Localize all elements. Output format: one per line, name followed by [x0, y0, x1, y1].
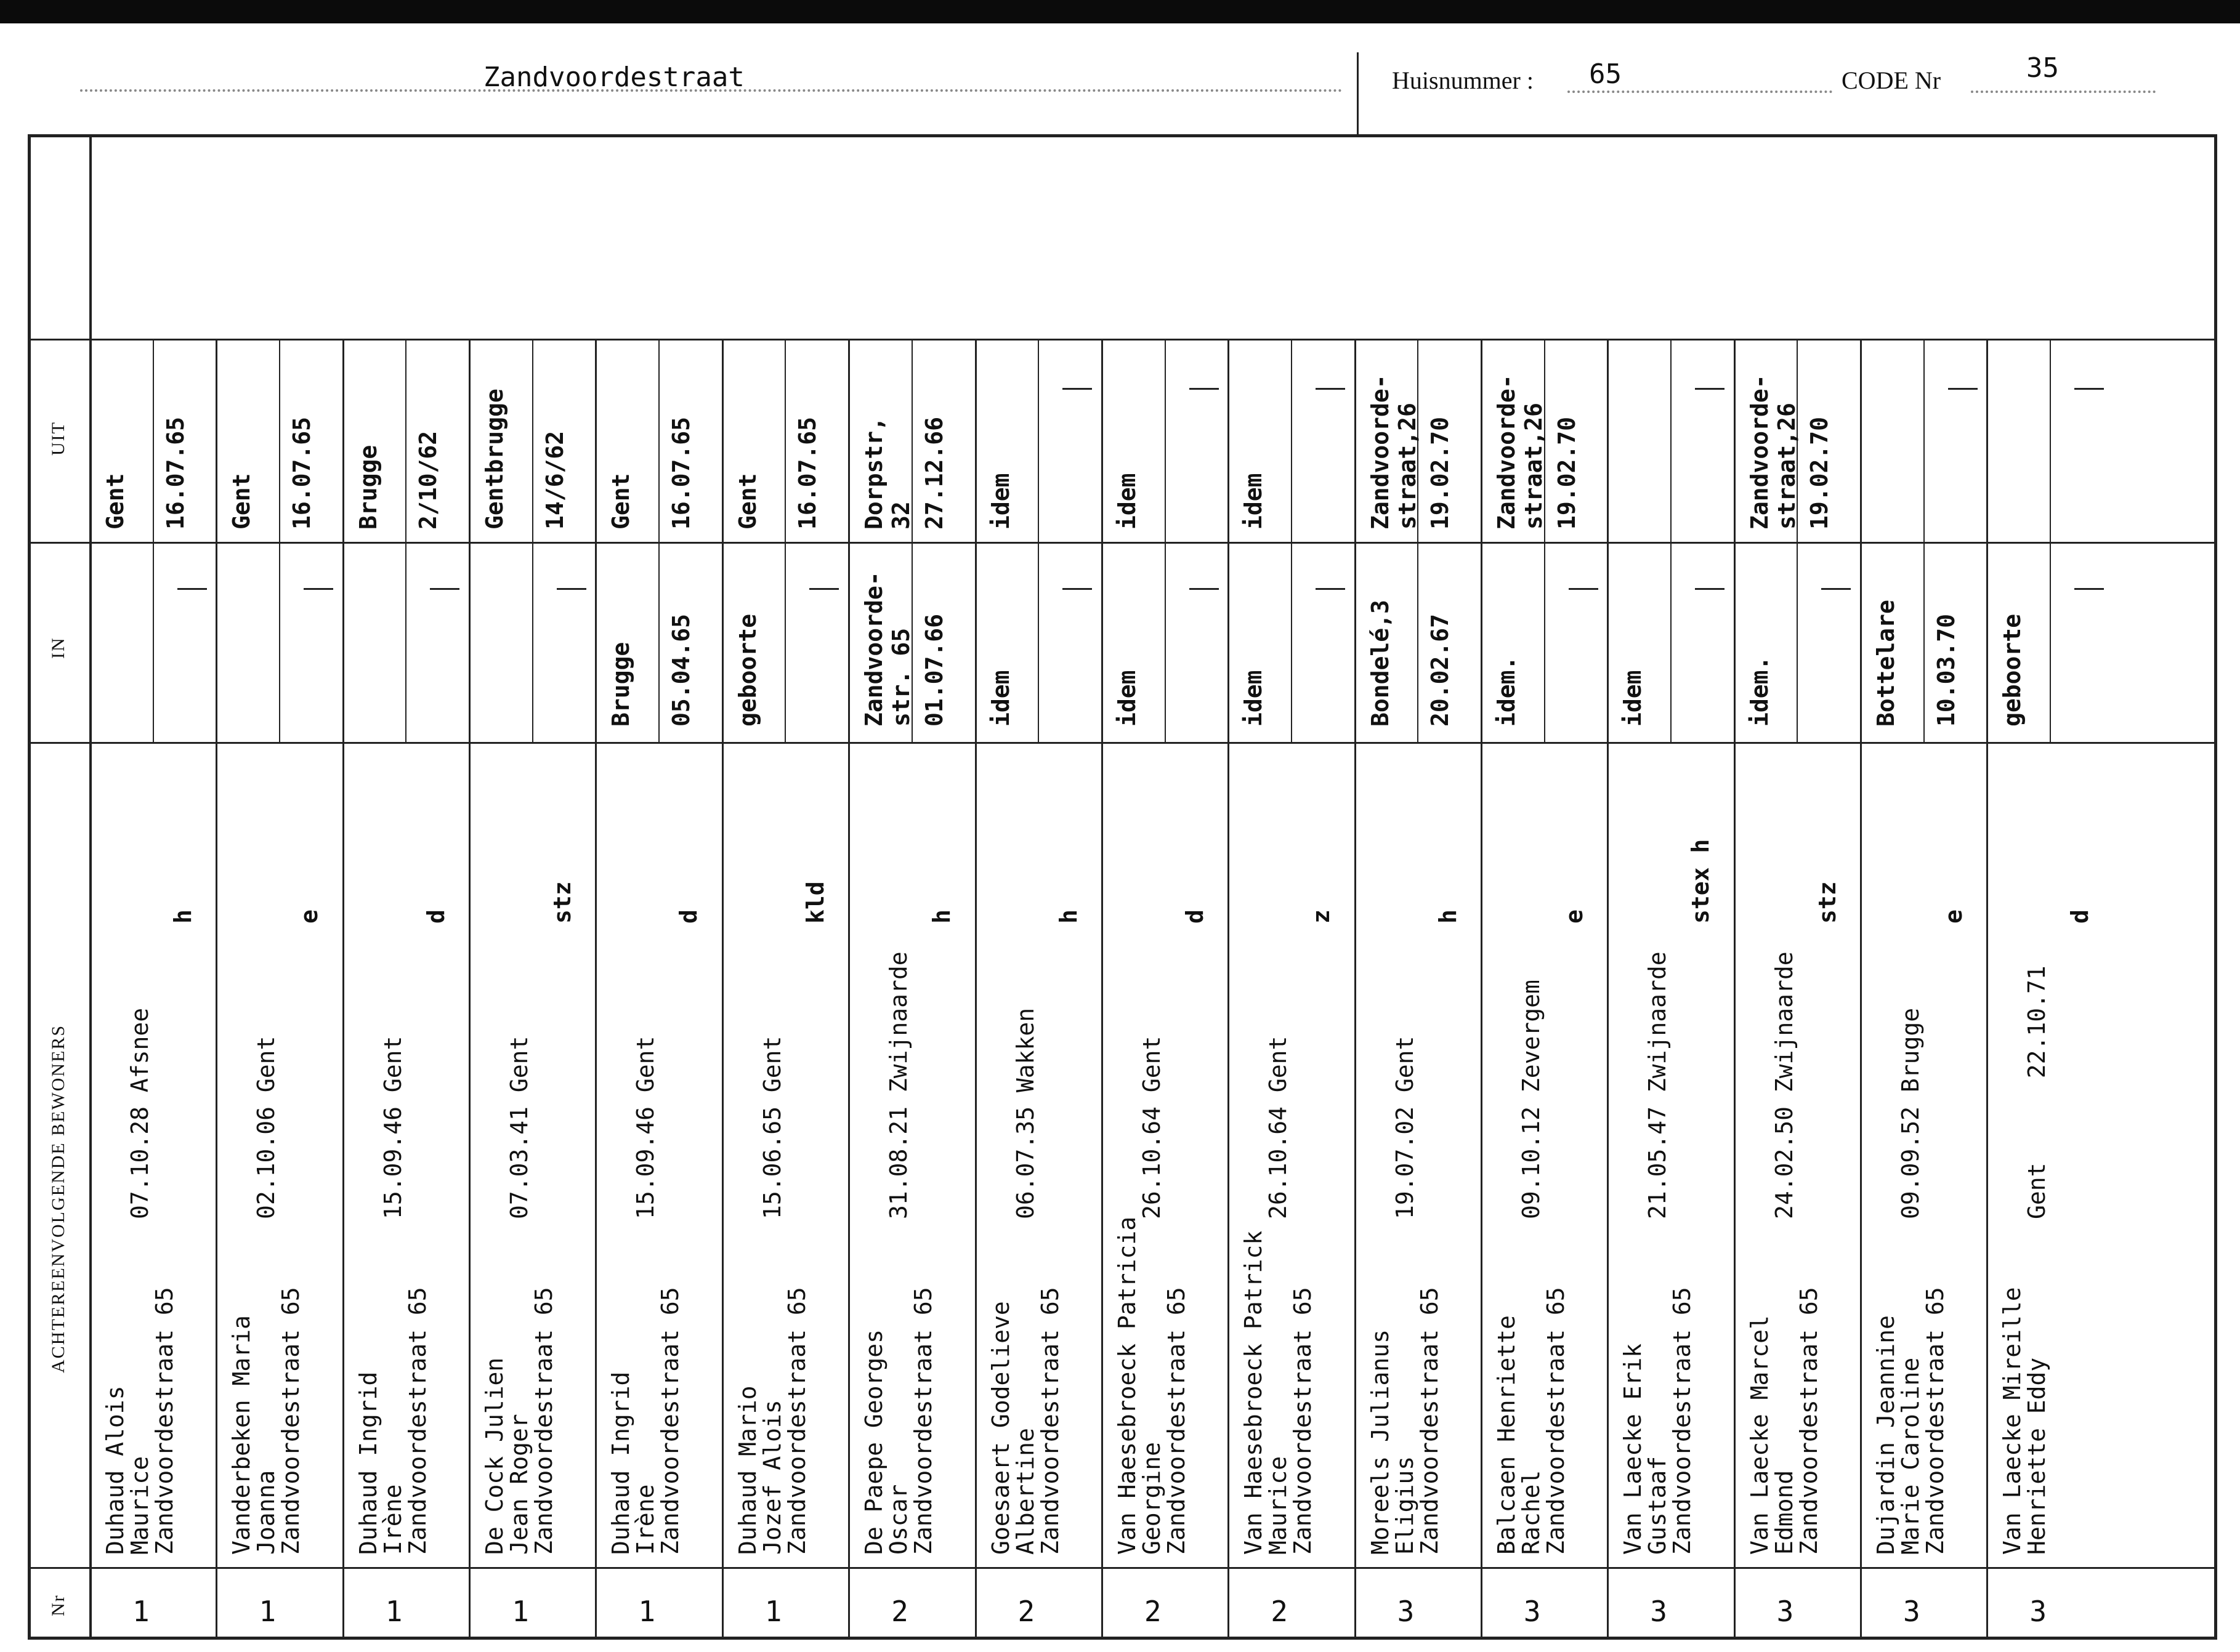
in-sub-separator: [532, 542, 533, 742]
resident-relation: stex h: [1687, 839, 1715, 924]
resident-address: Zandvoordestraat 65: [530, 1287, 558, 1555]
column-separator: [1860, 339, 1862, 1637]
column-separator: [469, 339, 471, 1637]
row-line-out-top-hdr: [28, 339, 89, 340]
resident-name: Van Laecke Marcel: [1745, 1315, 1773, 1555]
column-separator: [1986, 339, 1988, 1637]
resident-address: Zandvoordestraat 65: [910, 1287, 937, 1555]
row-number: 1: [259, 1595, 277, 1628]
resident-name: Van Laecke Mireille: [1999, 1287, 2026, 1555]
out-sub-separator: [1670, 339, 1672, 542]
empty-dash: [304, 588, 333, 590]
in-sub-separator: [2050, 542, 2051, 742]
out-place: Brugge: [354, 445, 382, 530]
out-date: 16.07.65: [794, 416, 822, 530]
empty-dash: [1189, 388, 1219, 390]
resident-name: Vanderbeken Maria: [228, 1315, 256, 1555]
resident-first-names: Georgine: [1138, 1441, 1165, 1555]
resident-relation: d: [422, 909, 450, 924]
resident-birth: 24.02.50 Zwijnaarde: [1770, 951, 1798, 1219]
in-sub-separator: [1544, 542, 1545, 742]
code-label: CODE Nr: [1842, 66, 1941, 94]
resident-birth: 09.10.12 Zevergem: [1517, 980, 1545, 1219]
column-separator: [975, 339, 977, 1637]
row-number: 3: [1523, 1595, 1541, 1628]
empty-dash: [1695, 388, 1724, 390]
resident-address: Zandvoordestraat 65: [1668, 1287, 1696, 1555]
resident-relation: kld: [801, 881, 829, 924]
resident-relation: e: [1560, 909, 1588, 924]
resident-birth: 07.03.41 Gent: [506, 1036, 533, 1219]
resident-relation: stz: [549, 881, 576, 924]
column-separator: [595, 339, 597, 1637]
empty-dash: [1062, 388, 1092, 390]
row-number: 1: [132, 1595, 150, 1628]
row-number: 2: [891, 1595, 908, 1628]
resident-name: Moreels Julianus: [1366, 1329, 1394, 1555]
column-separator: [1101, 339, 1103, 1637]
out-place: Gent: [607, 473, 635, 530]
col-header-residents: ACHTEREENVOLGENDE BEWONERS: [48, 1024, 68, 1373]
row-line-res-top: [28, 742, 2214, 744]
in-sub-separator: [1417, 542, 1418, 742]
resident-name: Goesaert Godelieve: [987, 1301, 1014, 1555]
code-value: 35: [2026, 52, 2059, 84]
resident-relation: stz: [1813, 881, 1841, 924]
empty-dash: [177, 588, 207, 590]
col-header-in: IN: [48, 637, 68, 659]
column-separator: [722, 339, 724, 1637]
row-line-in-top: [28, 542, 2214, 544]
empty-dash: [2074, 588, 2104, 590]
house-number-label: Huisnummer :: [1392, 66, 1534, 94]
resident-address: Zandvoordestraat 65: [1415, 1287, 1443, 1555]
resident-first-names: Gustaaf: [1644, 1456, 1672, 1555]
out-date: 16.07.65: [668, 416, 695, 530]
out-place: idem: [987, 473, 1014, 530]
in-sub-separator: [1038, 542, 1039, 742]
out-place: idem: [1113, 473, 1141, 530]
resident-address: Zandvoordestraat 65: [1289, 1287, 1317, 1555]
resident-first-names: Henriette Eddy: [2023, 1357, 2051, 1555]
in-sub-separator: [1797, 542, 1798, 742]
resident-address: Zandvoordestraat 65: [403, 1287, 431, 1555]
in-place: idem.: [1745, 656, 1773, 727]
resident-first-names: Irène: [632, 1484, 660, 1555]
resident-birth: 15.09.46 Gent: [379, 1036, 406, 1219]
in-sub-separator: [405, 542, 406, 742]
out-place: Zandvoorde- straat,26: [1366, 374, 1421, 530]
resident-first-names: Rachel: [1517, 1470, 1545, 1555]
in-place: geboorte: [1999, 613, 2026, 727]
resident-name: Balcaen Henriette: [1492, 1315, 1520, 1555]
row-line-nr-top: [28, 1567, 2214, 1569]
resident-birth: 26.10.64 Gent: [1264, 1036, 1292, 1219]
resident-relation: d: [675, 909, 703, 924]
resident-name: De Paepe Georges: [860, 1329, 888, 1555]
row-line-out-top: [89, 339, 2214, 340]
out-place: Dorpstr, 32: [860, 416, 915, 530]
resident-first-names: Jean Roger: [506, 1414, 533, 1555]
out-place: Gent: [102, 473, 129, 530]
out-place: Gent: [228, 473, 256, 530]
out-sub-separator: [2050, 339, 2051, 542]
empty-dash: [430, 588, 459, 590]
resident-birth: Gent 22.10.71: [2023, 965, 2051, 1219]
resident-name: Van Laecke Erik: [1619, 1343, 1647, 1555]
resident-birth: 19.07.02 Gent: [1391, 1036, 1418, 1219]
resident-address: Zandvoordestraat 65: [1922, 1287, 1949, 1555]
out-date: 16.07.65: [161, 416, 189, 530]
in-sub-separator: [785, 542, 786, 742]
out-date: 14/6/62: [541, 430, 568, 530]
resident-birth: 31.08.21 Zwijnaarde: [885, 951, 913, 1219]
out-sub-separator: [279, 339, 280, 542]
house-number-value: 65: [1589, 58, 1622, 90]
resident-relation: d: [2066, 909, 2094, 924]
column-separator: [1734, 339, 1736, 1637]
resident-address: Zandvoordestraat 65: [1162, 1287, 1190, 1555]
empty-dash: [1316, 388, 1345, 390]
resident-relation: h: [1054, 909, 1082, 924]
resident-relation: h: [169, 909, 196, 924]
resident-address: Zandvoordestraat 65: [657, 1287, 684, 1555]
resident-name: Duhaud Alois: [102, 1385, 129, 1555]
empty-dash: [557, 588, 586, 590]
out-sub-separator: [153, 339, 154, 542]
resident-birth: 21.05.47 Zwijnaarde: [1644, 951, 1672, 1219]
col-header-nr: Nr: [48, 1594, 68, 1616]
out-place: Zandvoorde- straat,26: [1745, 374, 1800, 530]
column-separator: [1481, 339, 1482, 1637]
resident-relation: h: [928, 909, 956, 924]
row-number: 3: [1650, 1595, 1667, 1628]
in-place: idem: [1113, 670, 1141, 727]
in-sub-separator: [153, 542, 154, 742]
empty-dash: [1821, 588, 1851, 590]
resident-birth: 07.10.28 Afsnee: [126, 1007, 153, 1219]
out-place: idem: [1240, 473, 1268, 530]
row-number: 3: [1903, 1595, 1920, 1628]
empty-dash: [1189, 588, 1219, 590]
in-place: Bottelare: [1872, 600, 1899, 727]
in-place: Zandvoorde- str. 65: [860, 571, 915, 727]
resident-first-names: Irène: [379, 1484, 406, 1555]
empty-dash: [1569, 588, 1598, 590]
resident-relation: d: [1181, 909, 1208, 924]
resident-first-names: Marie Caroline: [1897, 1357, 1924, 1555]
in-sub-separator: [1291, 542, 1292, 742]
resident-first-names: Oscar: [885, 1484, 913, 1555]
resident-relation: h: [1434, 909, 1462, 924]
resident-address: Zandvoordestraat 65: [783, 1287, 811, 1555]
in-date: 05.04.65: [668, 613, 695, 727]
in-place: idem: [1240, 670, 1268, 727]
resident-birth: 15.06.65 Gent: [758, 1036, 786, 1219]
row-number: 3: [1397, 1595, 1415, 1628]
resident-relation: e: [296, 909, 323, 924]
in-place: idem.: [1492, 656, 1520, 727]
empty-dash: [1948, 388, 1978, 390]
row-number: 1: [512, 1595, 529, 1628]
row-number: 1: [385, 1595, 403, 1628]
resident-address: Zandvoordestraat 65: [1795, 1287, 1822, 1555]
out-date: 19.02.70: [1553, 416, 1580, 530]
in-place: Brugge: [607, 642, 635, 727]
resident-relation: z: [1308, 909, 1335, 924]
empty-dash: [809, 588, 839, 590]
in-date: 20.02.67: [1426, 613, 1454, 727]
out-sub-separator: [532, 339, 533, 542]
out-place: Gentbrugge: [481, 389, 509, 530]
out-sub-separator: [1038, 339, 1039, 542]
resident-name: Duhaud Ingrid: [354, 1371, 382, 1555]
in-sub-separator: [1923, 542, 1925, 742]
resident-birth: 26.10.64 Gent: [1138, 1036, 1165, 1219]
out-sub-separator: [785, 339, 786, 542]
in-place: geboorte: [734, 613, 761, 727]
out-date: 19.02.70: [1426, 416, 1454, 530]
row-number: 2: [1017, 1595, 1035, 1628]
empty-dash: [1316, 588, 1345, 590]
column-separator: [342, 339, 344, 1637]
out-date: 2/10/62: [414, 430, 442, 530]
row-number: 1: [764, 1595, 782, 1628]
in-sub-separator: [658, 542, 660, 742]
resident-birth: 02.10.06 Gent: [253, 1036, 280, 1219]
resident-name: Duhaud Mario: [734, 1385, 761, 1555]
column-separator: [1354, 339, 1356, 1637]
header-divider: [1357, 52, 1359, 135]
out-date: 27.12.66: [920, 416, 948, 530]
column-separator: [1607, 339, 1609, 1637]
street-name: Zandvoordestraat: [483, 62, 745, 93]
column-separator: [216, 339, 217, 1637]
in-sub-separator: [1670, 542, 1672, 742]
out-sub-separator: [1291, 339, 1292, 542]
resident-first-names: Edmond: [1770, 1470, 1798, 1555]
row-number: 3: [1776, 1595, 1794, 1628]
resident-first-names: Maurice: [126, 1456, 153, 1555]
out-place: Zandvoorde- straat,26: [1492, 374, 1547, 530]
in-place: Bondelé,3: [1366, 600, 1394, 727]
in-place: idem: [987, 670, 1014, 727]
column-separator: [848, 339, 850, 1637]
column-separator: [1227, 339, 1229, 1637]
col-header-out: UIT: [48, 421, 68, 456]
out-place: Gent: [734, 473, 761, 530]
resident-name: Van Haesebroeck Patricia: [1113, 1216, 1141, 1555]
header-house-number: [1361, 52, 2223, 139]
empty-dash: [1695, 588, 1724, 590]
resident-first-names: Eligius: [1391, 1456, 1418, 1555]
resident-address: Zandvoordestraat 65: [1542, 1287, 1569, 1555]
out-date: 19.02.70: [1806, 416, 1834, 530]
out-date: 16.07.65: [288, 416, 316, 530]
empty-dash: [2074, 388, 2104, 390]
resident-first-names: Albertine: [1011, 1428, 1039, 1555]
out-sub-separator: [1165, 339, 1166, 542]
row-number: 1: [638, 1595, 656, 1628]
in-sub-separator: [279, 542, 280, 742]
row-number: 2: [1271, 1595, 1288, 1628]
resident-name: De Cock Julien: [481, 1357, 509, 1555]
resident-birth: 09.09.52 Brugge: [1897, 1007, 1924, 1219]
resident-first-names: Jozef Alois: [758, 1400, 786, 1555]
resident-name: Duhaud Ingrid: [607, 1371, 635, 1555]
out-sub-separator: [1923, 339, 1925, 542]
in-sub-separator: [1165, 542, 1166, 742]
resident-first-names: Joanna: [253, 1470, 280, 1555]
empty-dash: [1062, 588, 1092, 590]
row-number: 2: [1144, 1595, 1162, 1628]
in-date: 01.07.66: [920, 613, 948, 727]
resident-address: Zandvoordestraat 65: [151, 1287, 178, 1555]
in-date: 10.03.70: [1932, 613, 1960, 727]
in-place: idem: [1619, 670, 1647, 727]
resident-name: Van Haesebroeck Patrick: [1240, 1230, 1268, 1555]
out-sub-separator: [658, 339, 660, 542]
resident-birth: 15.09.46 Gent: [632, 1036, 660, 1219]
header-col-separator: [89, 137, 92, 1637]
resident-first-names: Maurice: [1264, 1456, 1292, 1555]
out-sub-separator: [405, 339, 406, 542]
resident-address: Zandvoordestraat 65: [277, 1287, 305, 1555]
resident-birth: 06.07.35 Wakken: [1011, 1007, 1039, 1219]
top-edge-bar: [0, 0, 2240, 23]
resident-name: Dujardin Jeannine: [1872, 1315, 1899, 1555]
resident-address: Zandvoordestraat 65: [1036, 1287, 1064, 1555]
resident-relation: e: [1940, 909, 1967, 924]
row-number: 3: [2029, 1595, 2047, 1628]
